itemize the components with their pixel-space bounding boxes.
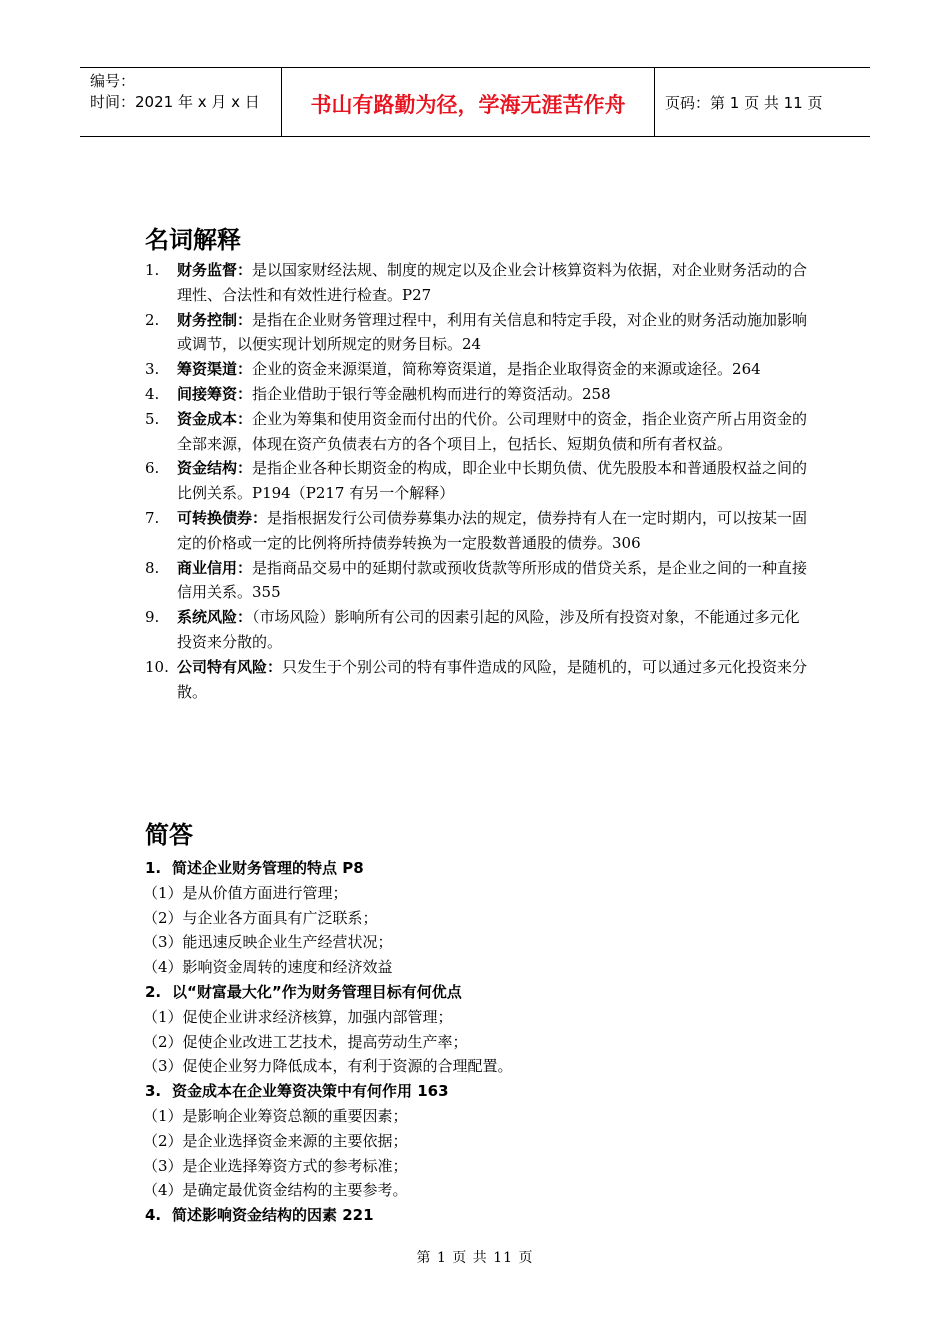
answer-line: （1）是影响企业筹资总额的重要因素； [143, 1106, 408, 1125]
term-name: 商业信用： [177, 558, 253, 577]
term-definition: （市场风险）影响所有公司的因素引起的风险，涉及所有投资对象，不能通过多元化投资来分散的。 [177, 608, 800, 651]
term-name: 系统风险： [177, 608, 253, 627]
question-number: 1. [145, 859, 162, 877]
questions-list [145, 856, 810, 1228]
term-item [145, 556, 810, 606]
term-definition: 是以国家财经法规、制度的规定以及企业会计核算资料为依据，对企业财务活动的合理性、合法性和有效性进行检查。P27 [177, 261, 808, 304]
question-text: 简述影响资金结构的因素 221 [172, 1206, 374, 1225]
term-item [145, 382, 810, 407]
motto: 书山有路勤为径，学海无涯苦作舟 [282, 68, 655, 136]
answer-line: （1）促使企业讲求经济核算，加强内部管理； [143, 1007, 453, 1026]
answer-line: （1）是从价值方面进行管理； [143, 883, 348, 902]
question-number: 2. [145, 982, 162, 1001]
term-definition: 是指根据发行公司债券募集办法的规定，债券持有人在一定时期内，可以按某一固定的价格或一定的比例将所持债券转换为一定股数普通股的债券。306 [177, 508, 808, 552]
term-item [145, 407, 810, 457]
term-number: 4. [145, 384, 160, 403]
terms-list [145, 258, 810, 704]
term-number: 8. [145, 558, 160, 577]
answer-line: （4）是确定最优资金结构的主要参考。 [143, 1181, 408, 1200]
time-label: 时间：2021 年 x 月 x 日 [90, 93, 260, 111]
question-heading [145, 1203, 810, 1228]
question-heading [145, 980, 810, 1005]
term-name: 财务监督： [177, 261, 253, 279]
term-definition: 是指在企业财务管理过程中，利用有关信息和特定手段，对企业的财务活动施加影响或调节，以便实现计划所规定的财务目标。24 [177, 310, 808, 354]
term-number: 5. [145, 409, 160, 428]
term-number: 6. [145, 459, 160, 478]
term-item [145, 655, 810, 705]
question-text: 资金成本在企业筹资决策中有何作用 163 [172, 1082, 449, 1101]
term-number: 3. [145, 360, 160, 379]
answer-line: （2）是企业选择资金来源的主要依据； [143, 1131, 408, 1150]
term-name: 公司特有风险： [177, 657, 283, 676]
term-item [145, 258, 810, 308]
question-heading [145, 856, 810, 881]
answer-line: （3）能迅速反映企业生产经营状况； [143, 933, 393, 952]
term-number: 2. [145, 310, 160, 329]
question-text: 简述企业财务管理的特点 P8 [172, 859, 364, 877]
term-item [145, 506, 810, 556]
term-name: 资金成本： [177, 409, 253, 428]
header-table [80, 67, 870, 137]
term-item [145, 357, 810, 382]
question-number: 3. [145, 1082, 162, 1101]
question-number: 4. [145, 1206, 162, 1225]
term-item [145, 456, 810, 506]
term-name: 筹资渠道： [177, 360, 253, 379]
answer-line: （2）与企业各方面具有广泛联系； [143, 908, 378, 927]
page-info: 页码：第 1 页 共 11 页 [665, 93, 823, 112]
term-definition: 只发生于个别公司的特有事件造成的风险，是随机的，可以通过多元化投资来分散。 [177, 657, 808, 701]
answer-line: （3）是企业选择筹资方式的参考标准； [143, 1156, 408, 1175]
term-name: 资金结构： [177, 459, 253, 478]
question-heading [145, 1079, 810, 1104]
term-number: 7. [145, 508, 160, 527]
section-title-terms: 名词解释 [145, 226, 241, 254]
term-number: 10. [145, 657, 169, 676]
term-name: 可转换债券： [177, 508, 268, 527]
term-definition: 指企业借助于银行等金融机构而进行的筹资活动。258 [252, 384, 611, 403]
section-title-short-answer: 简答 [145, 821, 193, 849]
term-number: 1. [145, 261, 160, 279]
term-item [145, 308, 810, 358]
term-definition: 企业的资金来源渠道，简称筹资渠道，是指企业取得资金的来源或途径。264 [252, 360, 761, 379]
term-name: 财务控制： [177, 310, 253, 329]
term-definition: 是指商品交易中的延期付款或预收货款等所形成的借贷关系，是企业之间的一种直接信用关系。355 [177, 558, 808, 602]
header-meta [80, 68, 282, 136]
term-definition: 是指企业各种长期资金的构成，即企业中长期负债、优先股股本和普通股权益之间的比例关系。P194（P217 有另一个解释） [177, 459, 808, 503]
term-definition: 企业为筹集和使用资金而付出的代价。公司理财中的资金，指企业资产所占用资金的全部来源，体现在资产负债表右方的各个项目上，包括长、短期负债和所有者权益。 [177, 409, 808, 453]
page-footer: 第 1 页 共 11 页 [416, 1250, 534, 1266]
term-item [145, 605, 810, 655]
answer-line: （4）影响资金周转的速度和经济效益 [143, 958, 393, 977]
answer-line: （2）促使企业改进工艺技术，提高劳动生产率； [143, 1032, 468, 1051]
answer-line: （3）促使企业努力降低成本，有利于资源的合理配置。 [143, 1057, 513, 1076]
number-label: 编号： [90, 72, 136, 90]
term-number: 9. [145, 608, 160, 627]
term-name: 间接筹资： [177, 384, 253, 403]
question-text: 以“财富最大化”作为财务管理目标有何优点 [172, 982, 462, 1001]
